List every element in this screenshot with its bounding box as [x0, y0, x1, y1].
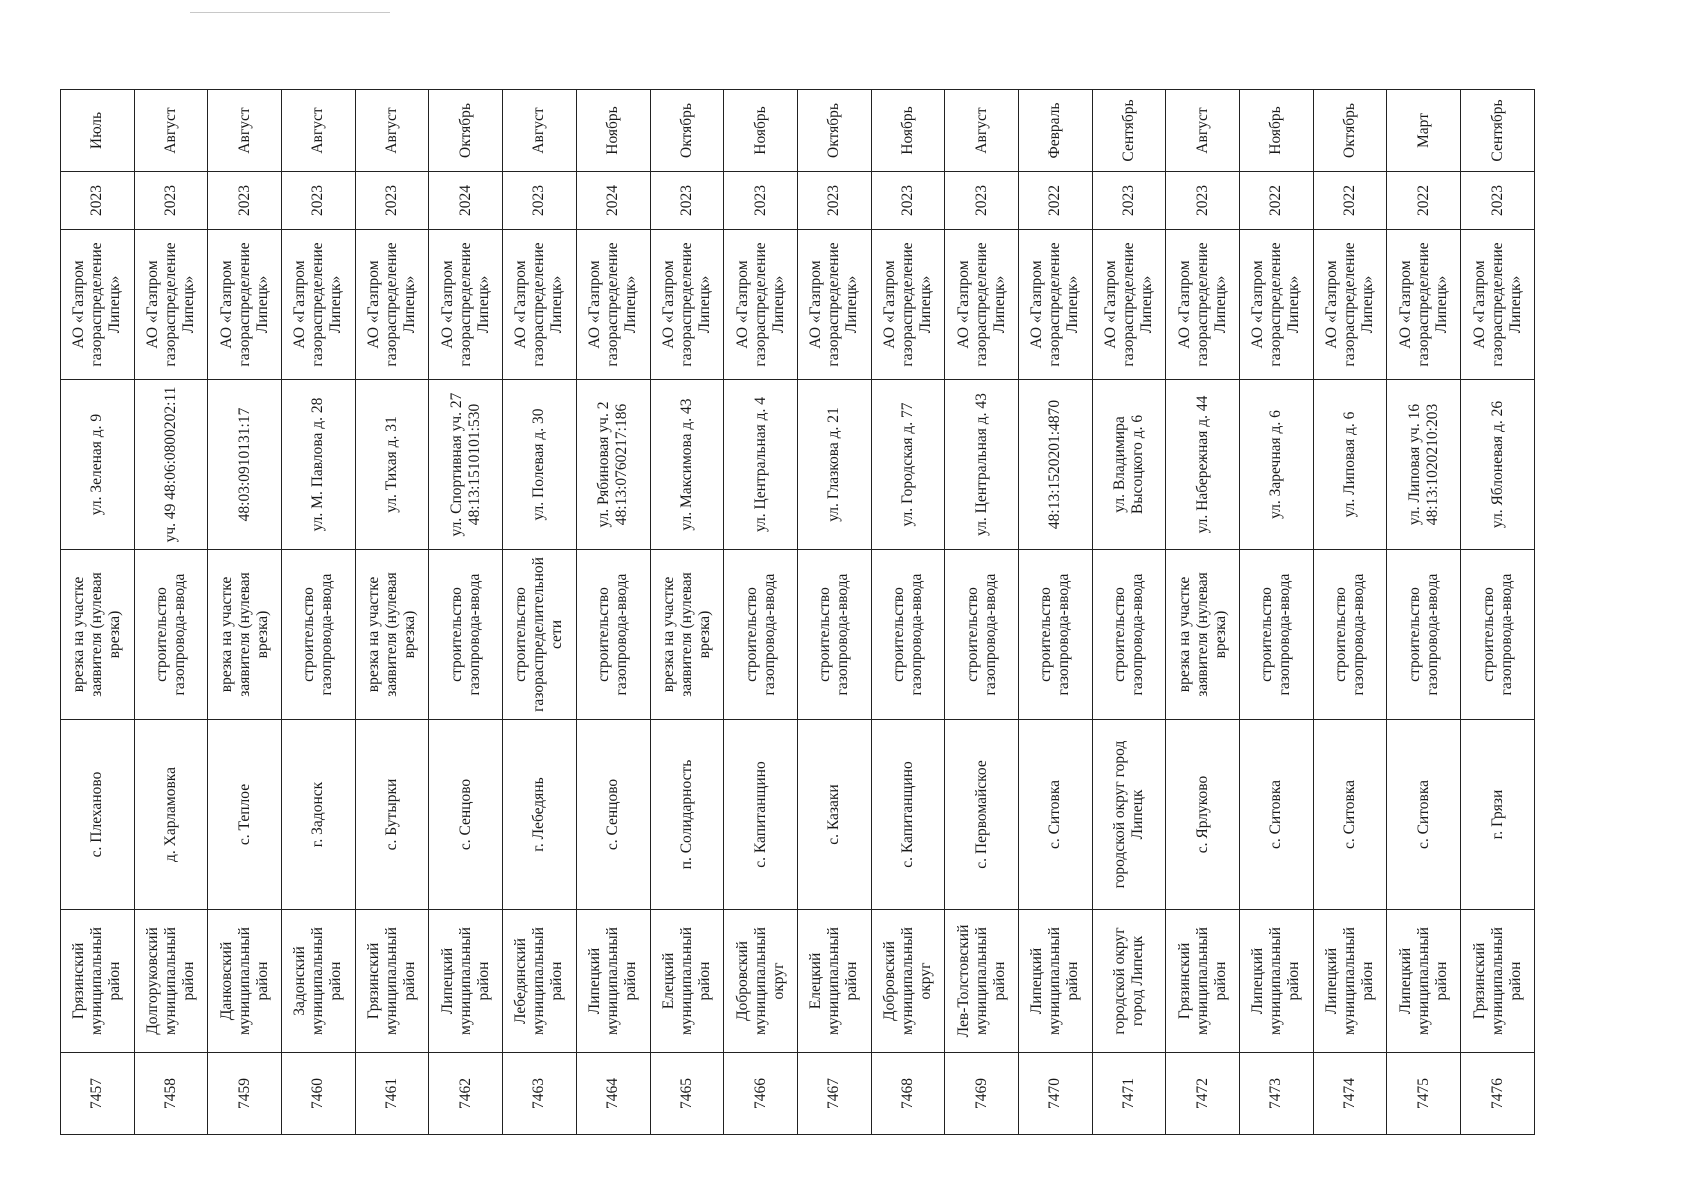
municipal-district: Липецкий муниципальный район	[1313, 910, 1387, 1053]
row-number: 7464	[576, 1053, 650, 1135]
organization: АО «Газпром газораспределение Липецк»	[355, 230, 429, 380]
row-number: 7466	[724, 1053, 798, 1135]
locality: с. Капитанщино	[871, 720, 945, 910]
month: Август	[945, 90, 1019, 172]
locality: с. Ситовка	[1387, 720, 1461, 910]
locality: г. Грязи	[1461, 720, 1535, 910]
year: 2023	[1092, 172, 1166, 230]
address: ул. Полевая д. 30	[503, 380, 577, 550]
address: ул. Рябиновая уч. 2 48:13:0760217:186	[576, 380, 650, 550]
work-type: строительство газопровода-ввода	[871, 550, 945, 720]
municipal-district: Лебедянский муниципальный район	[503, 910, 577, 1053]
month: Ноябрь	[1240, 90, 1314, 172]
month: Ноябрь	[576, 90, 650, 172]
table-row	[1313, 90, 1387, 1135]
municipal-district: Липецкий муниципальный район	[1240, 910, 1314, 1053]
organization: АО «Газпром газораспределение Липецк»	[576, 230, 650, 380]
address: 48:13:1520201:4870	[1018, 380, 1092, 550]
table-row	[282, 90, 356, 1135]
year: 2023	[1461, 172, 1535, 230]
work-type: строительство газопровода-ввода	[282, 550, 356, 720]
work-type: строительство газопровода-ввода	[1387, 550, 1461, 720]
month: Август	[503, 90, 577, 172]
month: Сентябрь	[1461, 90, 1535, 172]
organization: АО «Газпром газораспределение Липецк»	[1092, 230, 1166, 380]
year: 2023	[724, 172, 798, 230]
table-row	[429, 90, 503, 1135]
municipal-district: Лев-Толстовский муниципальный район	[945, 910, 1019, 1053]
locality: с. Сенцово	[576, 720, 650, 910]
municipal-district: Грязинский муниципальный район	[355, 910, 429, 1053]
row-number: 7458	[134, 1053, 208, 1135]
municipal-district: Данковский муниципальный район	[208, 910, 282, 1053]
month: Август	[1166, 90, 1240, 172]
table-row	[355, 90, 429, 1135]
table-row	[61, 90, 135, 1135]
work-type: строительство газопровода-ввода	[945, 550, 1019, 720]
row-number: 7467	[797, 1053, 871, 1135]
locality: г. Задонск	[282, 720, 356, 910]
organization: АО «Газпром газораспределение Липецк»	[1313, 230, 1387, 380]
year: 2023	[208, 172, 282, 230]
table-row	[724, 90, 798, 1135]
work-type: врезка на участке заявителя (нулевая врезка)	[1166, 550, 1240, 720]
organization: АО «Газпром газораспределение Липецк»	[871, 230, 945, 380]
year: 2023	[355, 172, 429, 230]
municipal-district: Задонский муниципальный район	[282, 910, 356, 1053]
row-number: 7465	[650, 1053, 724, 1135]
locality: с. Бутырки	[355, 720, 429, 910]
organization: АО «Газпром газораспределение Липецк»	[1461, 230, 1535, 380]
organization: АО «Газпром газораспределение Липецк»	[61, 230, 135, 380]
organization: АО «Газпром газораспределение Липецк»	[724, 230, 798, 380]
year: 2023	[945, 172, 1019, 230]
organization: АО «Газпром газораспределение Липецк»	[1387, 230, 1461, 380]
year: 2022	[1313, 172, 1387, 230]
work-type: строительство газопровода-ввода	[1092, 550, 1166, 720]
year: 2023	[61, 172, 135, 230]
organization: АО «Газпром газораспределение Липецк»	[1018, 230, 1092, 380]
address: ул. Заречная д. 6	[1240, 380, 1314, 550]
row-number: 7470	[1018, 1053, 1092, 1135]
organization: АО «Газпром газораспределение Липецк»	[208, 230, 282, 380]
work-type: врезка на участке заявителя (нулевая врезка)	[355, 550, 429, 720]
locality: с. Первомайское	[945, 720, 1019, 910]
locality: с. Ситовка	[1018, 720, 1092, 910]
table-row	[945, 90, 1019, 1135]
organization: АО «Газпром газораспределение Липецк»	[797, 230, 871, 380]
address: ул. Тихая д. 31	[355, 380, 429, 550]
work-type: строительство газопровода-ввода	[1240, 550, 1314, 720]
address: ул. Городская д. 77	[871, 380, 945, 550]
month: Август	[208, 90, 282, 172]
table-row	[1092, 90, 1166, 1135]
table-row	[1461, 90, 1535, 1135]
row-number: 7457	[61, 1053, 135, 1135]
organization: АО «Газпром газораспределение Липецк»	[1240, 230, 1314, 380]
month: Октябрь	[429, 90, 503, 172]
address: ул. Максимова д. 43	[650, 380, 724, 550]
year: 2023	[503, 172, 577, 230]
month: Август	[282, 90, 356, 172]
organization: АО «Газпром газораспределение Липецк»	[503, 230, 577, 380]
table-row	[871, 90, 945, 1135]
address: ул. Липовая д. 6	[1313, 380, 1387, 550]
locality: с. Плеханово	[61, 720, 135, 910]
work-type: врезка на участке заявителя (нулевая врезка)	[650, 550, 724, 720]
work-type: врезка на участке заявителя (нулевая врезка)	[61, 550, 135, 720]
year: 2023	[1166, 172, 1240, 230]
work-type: строительство газопровода-ввода	[724, 550, 798, 720]
row-number: 7475	[1387, 1053, 1461, 1135]
address: ул. Липовая уч. 16 48:13:1020210:203	[1387, 380, 1461, 550]
address: ул. Яблоневая д. 26	[1461, 380, 1535, 550]
year: 2022	[1240, 172, 1314, 230]
scan-artifact-line	[190, 12, 390, 13]
year: 2023	[797, 172, 871, 230]
row-number: 7472	[1166, 1053, 1240, 1135]
table-row	[134, 90, 208, 1135]
work-type: строительство газопровода-ввода	[576, 550, 650, 720]
municipal-district: Елецкий муниципальный район	[650, 910, 724, 1053]
table-row	[650, 90, 724, 1135]
table-row	[797, 90, 871, 1135]
locality: г. Лебедянь	[503, 720, 577, 910]
locality: с. Теплое	[208, 720, 282, 910]
address: 48:03:0910131:17	[208, 380, 282, 550]
month: Ноябрь	[871, 90, 945, 172]
row-number: 7473	[1240, 1053, 1314, 1135]
organization: АО «Газпром газораспределение Липецк»	[945, 230, 1019, 380]
month: Февраль	[1018, 90, 1092, 172]
year: 2023	[134, 172, 208, 230]
rotated-page	[60, 90, 1535, 1135]
locality: п. Солидарность	[650, 720, 724, 910]
row-number: 7476	[1461, 1053, 1535, 1135]
row-number: 7459	[208, 1053, 282, 1135]
year: 2023	[282, 172, 356, 230]
row-number: 7474	[1313, 1053, 1387, 1135]
work-type: строительство газопровода-ввода	[1461, 550, 1535, 720]
work-type: строительство газопровода-ввода	[1313, 550, 1387, 720]
work-type: строительство газопровода-ввода	[134, 550, 208, 720]
address: ул. Центральная д. 4	[724, 380, 798, 550]
table-row	[208, 90, 282, 1135]
month: Ноябрь	[724, 90, 798, 172]
municipal-district: городской округ город Липецк	[1092, 910, 1166, 1053]
month: Октябрь	[797, 90, 871, 172]
address: ул. Глазкова д. 21	[797, 380, 871, 550]
month: Август	[134, 90, 208, 172]
row-number: 7471	[1092, 1053, 1166, 1135]
locality: с. Казаки	[797, 720, 871, 910]
month: Октябрь	[1313, 90, 1387, 172]
municipal-district: Грязинский муниципальный район	[1166, 910, 1240, 1053]
organization: АО «Газпром газораспределение Липецк»	[134, 230, 208, 380]
municipal-district: Добровский муниципальный округ	[871, 910, 945, 1053]
table-row	[1387, 90, 1461, 1135]
organization: АО «Газпром газораспределение Липецк»	[650, 230, 724, 380]
month: Сентябрь	[1092, 90, 1166, 172]
year: 2023	[650, 172, 724, 230]
year: 2024	[429, 172, 503, 230]
address: ул. Владимира Высоцкого д. 6	[1092, 380, 1166, 550]
organization: АО «Газпром газораспределение Липецк»	[282, 230, 356, 380]
month: Август	[355, 90, 429, 172]
year: 2022	[1387, 172, 1461, 230]
address: ул. М. Павлова д. 28	[282, 380, 356, 550]
municipal-district: Елецкий муниципальный район	[797, 910, 871, 1053]
row-number: 7463	[503, 1053, 577, 1135]
table-row	[503, 90, 577, 1135]
work-type: строительство газопровода-ввода	[1018, 550, 1092, 720]
locality: д. Харламовка	[134, 720, 208, 910]
address: уч. 49 48:06:0800202:11	[134, 380, 208, 550]
municipal-district: Долгоруковский муниципальный район	[134, 910, 208, 1053]
row-number: 7468	[871, 1053, 945, 1135]
municipal-district: Грязинский муниципальный район	[1461, 910, 1535, 1053]
municipal-district: Добровский муниципальный округ	[724, 910, 798, 1053]
municipal-district: Липецкий муниципальный район	[1387, 910, 1461, 1053]
table-row	[1166, 90, 1240, 1135]
organization: АО «Газпром газораспределение Липецк»	[1166, 230, 1240, 380]
row-number: 7460	[282, 1053, 356, 1135]
work-type: строительство газопровода-ввода	[797, 550, 871, 720]
table-body	[61, 90, 1535, 1135]
row-number: 7462	[429, 1053, 503, 1135]
locality: городской округ город Липецк	[1092, 720, 1166, 910]
address: ул. Набережная д. 44	[1166, 380, 1240, 550]
address: ул. Спортивная уч. 27 48:13:1510101:530	[429, 380, 503, 550]
month: Июль	[61, 90, 135, 172]
work-type: строительство газопровода-ввода	[429, 550, 503, 720]
organization: АО «Газпром газораспределение Липецк»	[429, 230, 503, 380]
municipal-district: Липецкий муниципальный район	[576, 910, 650, 1053]
municipal-district: Грязинский муниципальный район	[61, 910, 135, 1053]
row-number: 7461	[355, 1053, 429, 1135]
year: 2024	[576, 172, 650, 230]
address: ул. Зеленая д. 9	[61, 380, 135, 550]
table-row	[576, 90, 650, 1135]
locality: с. Ярлуково	[1166, 720, 1240, 910]
year: 2022	[1018, 172, 1092, 230]
locality: с. Сенцово	[429, 720, 503, 910]
locality: с. Ситовка	[1313, 720, 1387, 910]
table-row	[1240, 90, 1314, 1135]
month: Март	[1387, 90, 1461, 172]
municipal-district: Липецкий муниципальный район	[429, 910, 503, 1053]
work-type: строительство газораспределительной сети	[503, 550, 577, 720]
table-row	[1018, 90, 1092, 1135]
locality: с. Ситовка	[1240, 720, 1314, 910]
work-type: врезка на участке заявителя (нулевая врезка)	[208, 550, 282, 720]
row-number: 7469	[945, 1053, 1019, 1135]
municipal-district: Липецкий муниципальный район	[1018, 910, 1092, 1053]
month: Октябрь	[650, 90, 724, 172]
gasification-table	[60, 89, 1535, 1135]
locality: с. Капитанщино	[724, 720, 798, 910]
year: 2023	[871, 172, 945, 230]
address: ул. Центральная д. 43	[945, 380, 1019, 550]
